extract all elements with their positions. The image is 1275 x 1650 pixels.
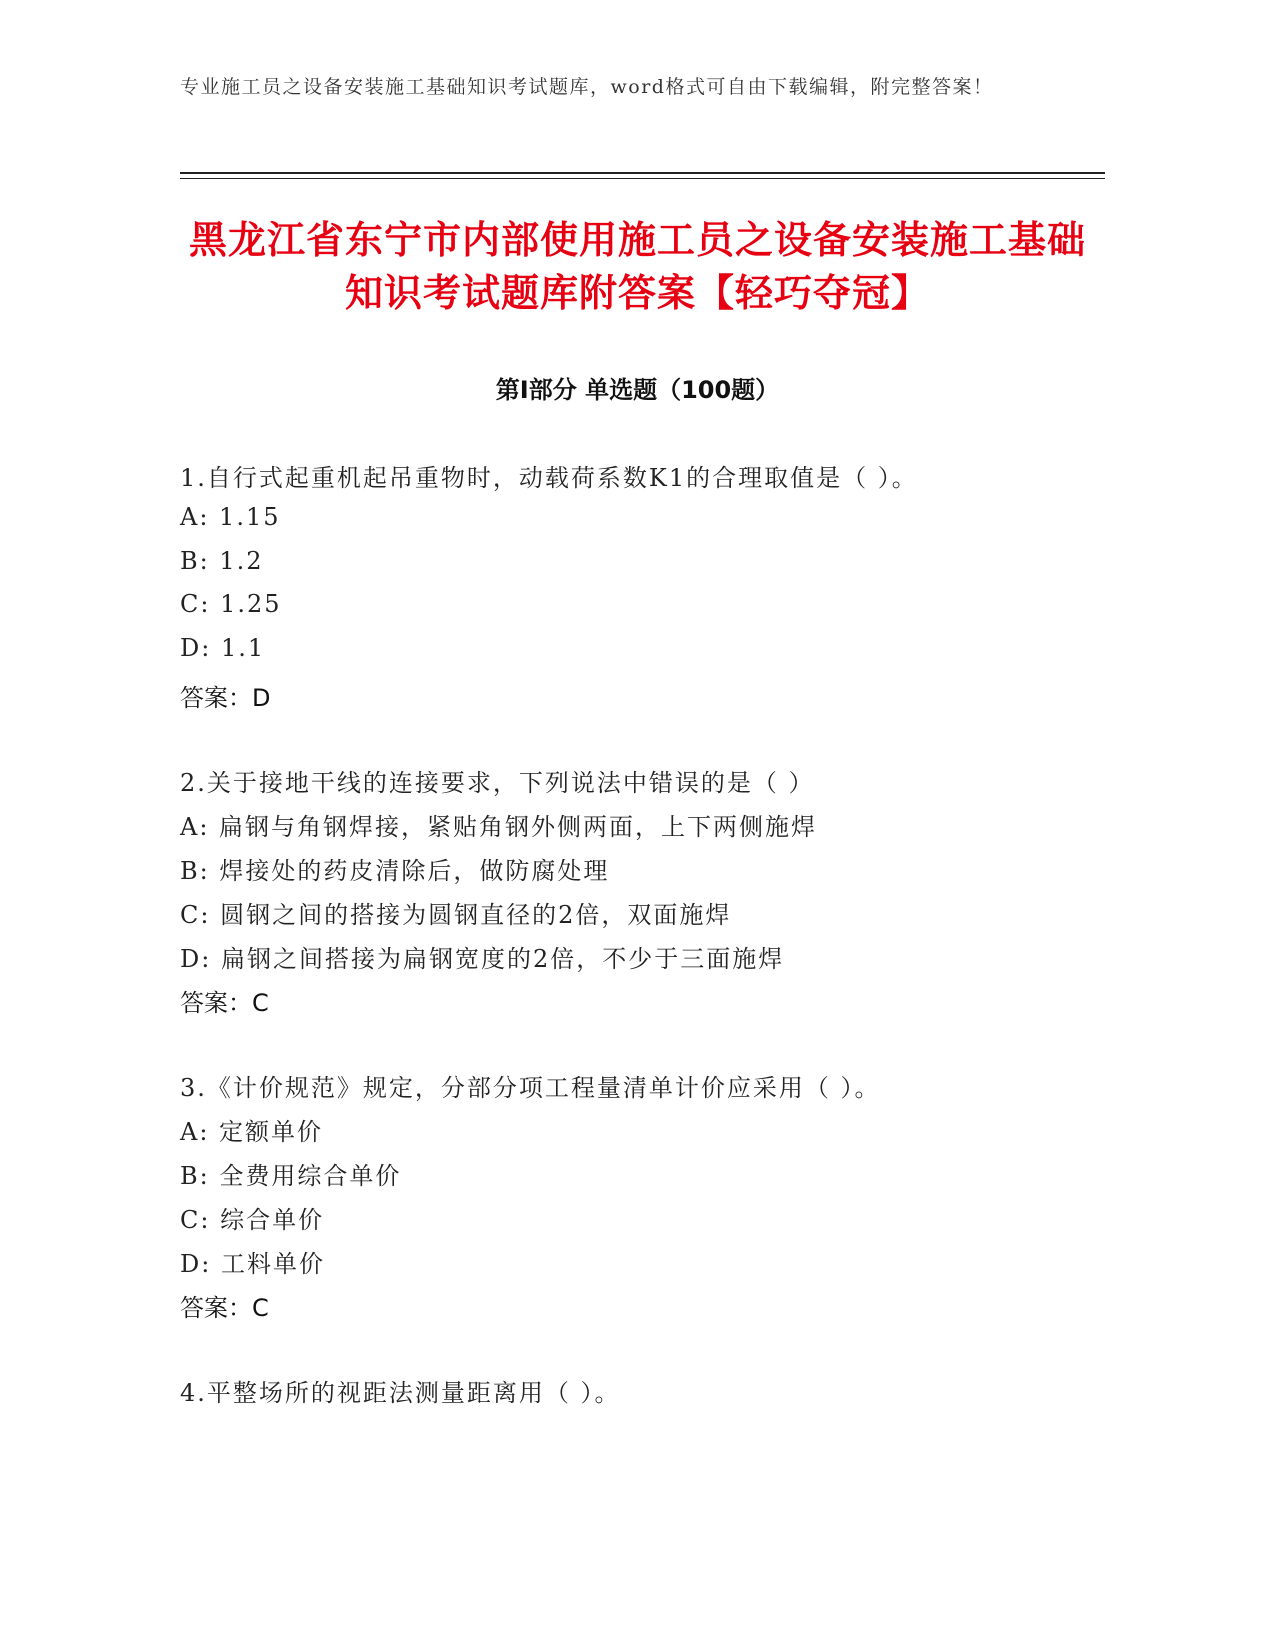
option: A: 定额单价 xyxy=(180,1118,324,1146)
document-title: 黑龙江省东宁市内部使用施工员之设备安装施工基础知识考试题库附答案【轻巧夺冠】 xyxy=(188,218,1086,315)
header-rule-thick xyxy=(180,172,1105,174)
question-stem: 4.平整场所的视距法测量距离用（ ）。 xyxy=(180,1379,621,1407)
option: A: 1.15 xyxy=(180,503,281,531)
question-stem: 2.关于接地干线的连接要求，下列说法中错误的是（ ） xyxy=(180,769,815,797)
option: C: 圆钢之间的搭接为圆钢直径的2倍，双面施焊 xyxy=(180,901,732,929)
header-note: 专业施工员之设备安装施工基础知识考试题库，word格式可自由下载编辑，附完整答案！ xyxy=(180,76,994,98)
option: D: 1.1 xyxy=(180,634,266,662)
answer: 答案：C xyxy=(180,989,269,1017)
option: B: 焊接处的药皮清除后，做防腐处理 xyxy=(180,857,610,885)
section-title: 第Ⅰ部分 单选题（100题） xyxy=(495,376,780,404)
option: D: 扁钢之间搭接为扁钢宽度的2倍，不少于三面施焊 xyxy=(180,945,785,973)
question-stem: 3.《计价规范》规定，分部分项工程量清单计价应采用（ ）。 xyxy=(180,1074,881,1102)
answer: 答案：C xyxy=(180,1294,269,1322)
option: C: 1.25 xyxy=(180,590,282,618)
option: A: 扁钢与角钢焊接，紧贴角钢外侧两面，上下两侧施焊 xyxy=(180,813,818,841)
answer: 答案：D xyxy=(180,684,271,712)
header-rule-thin xyxy=(180,178,1105,179)
question-stem: 1.自行式起重机起吊重物时，动载荷系数K1的合理取值是（ ）。 xyxy=(180,464,918,492)
option: B: 1.2 xyxy=(180,547,264,575)
option: C: 综合单价 xyxy=(180,1206,325,1234)
option: B: 全费用综合单价 xyxy=(180,1162,402,1190)
option: D: 工料单价 xyxy=(180,1250,325,1278)
